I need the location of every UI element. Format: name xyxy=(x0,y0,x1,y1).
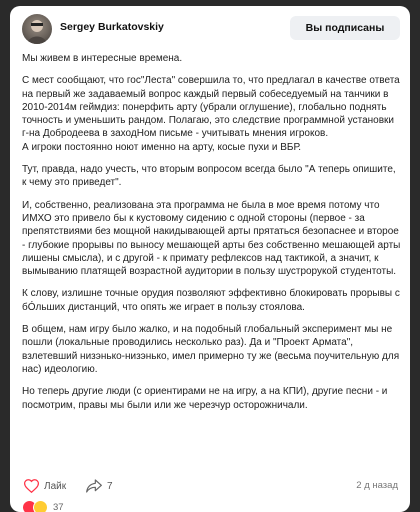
subscribed-button[interactable]: Вы подписаны xyxy=(290,16,400,40)
post-header xyxy=(10,6,410,50)
post-paragraph: И, собственно, реализована эта программа не была в мое время потому что ИМХО это привело бы к кустовому сидению с одной стороны (первое - за препятствиями без мощной накидывающей арты прятаться безопаснее и второе - глубокие прорывы по выносу мешающей арты без собственно мешающей арты лишены смысла), и с другой - к примату рефлексов над тактикой, а значит, к вымыванию платящей возрастной аудитории в пользу шустрорукой студентоты. xyxy=(22,199,401,278)
share-button[interactable] xyxy=(86,476,113,496)
post-card xyxy=(10,6,410,512)
like-button[interactable] xyxy=(24,476,66,496)
post-paragraph: С мест сообщают, что гос"Леста" совершила то, что предлагал в качестве ответа на первый же задаваемый вопрос каждый первый собеседуемый на танчики в 2010-2014м геймдиз: понерфить арту (убрали оглушение), глобально поднять точность и уменьшить рандом. Полагаю, это следствие программной установки г-на Добродеева в заходНом письме - учитывать мнения игроков. xyxy=(22,75,400,140)
reactions-summary[interactable] xyxy=(22,500,64,512)
reactions-count: 37 xyxy=(53,501,64,512)
avatar-portrait-icon xyxy=(22,14,52,44)
post-paragraph: В общем, нам игру было жалко, и на подобный глобальный эксперимент мы не пошли (локальные проводились несколько раз). Да и "Проект Армата", взлетевший низэнько-низэнько, имел примерно ту же (весьма поучительную для нас) идеологию. xyxy=(22,324,400,375)
share-arrow-icon xyxy=(86,479,102,493)
post-paragraph: Мы живем в интересные времена. xyxy=(22,53,183,64)
post-paragraph: А игроки постоянно ноют именно на арту, косые пухи и ВБР. xyxy=(22,141,302,153)
avatar[interactable] xyxy=(22,14,52,44)
laugh-reaction-icon xyxy=(33,500,48,512)
like-label: Лайк xyxy=(44,480,67,492)
post-paragraph: К слову, излишне точные орудия позволяют эффективно блокировать прорывы с бÓльших дистанций, что опять же играет в пользу стоялова. xyxy=(22,288,400,313)
author-name[interactable]: Sergey Burkatovskiy xyxy=(60,21,164,33)
post-paragraph: Но теперь другие люди (с ориентирами не на игру, а на КПИ), другие песни - и посмотрим, правы мы были или же черезчур осторожничали. xyxy=(22,386,388,411)
share-count: 7 xyxy=(107,480,113,492)
heart-icon xyxy=(24,479,39,493)
post-paragraph: Тут, правда, надо учесть, что вторым вопросом всегда было "А теперь опишите, к чему это приведет". xyxy=(22,164,396,189)
post-text xyxy=(22,52,402,421)
post-timestamp[interactable]: 2 д назад xyxy=(356,480,398,491)
post-footer xyxy=(10,476,410,512)
